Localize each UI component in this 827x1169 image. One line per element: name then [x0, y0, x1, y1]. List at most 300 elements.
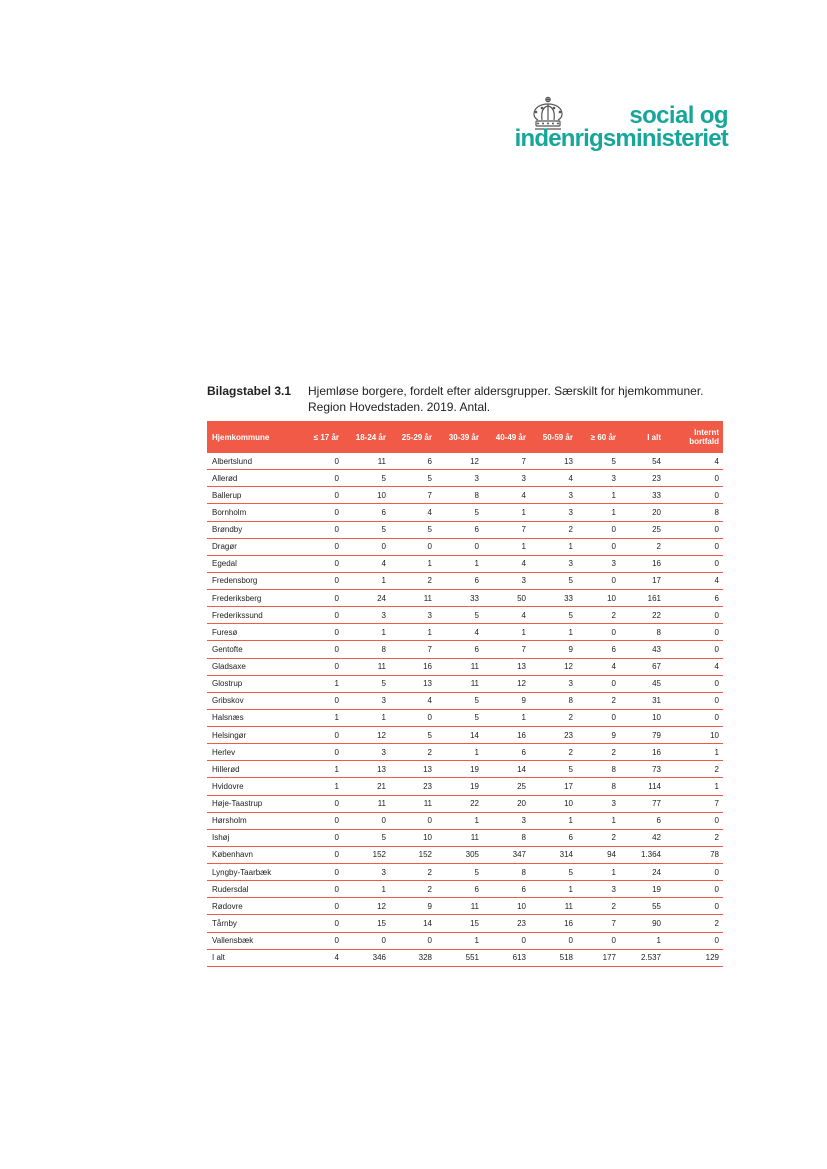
value-cell: 10: [390, 829, 436, 846]
value-cell: 5: [390, 521, 436, 538]
value-cell: 7: [483, 453, 530, 470]
table-row: [207, 864, 723, 881]
value-cell: 19: [436, 761, 483, 778]
municipality-cell: København: [207, 846, 300, 863]
value-cell: 0: [300, 607, 343, 624]
value-cell: 0: [577, 538, 620, 555]
value-cell: 11: [436, 658, 483, 675]
value-cell: 5: [343, 470, 390, 487]
value-cell: 8: [665, 504, 723, 521]
table-row: [207, 521, 723, 538]
value-cell: 25: [483, 778, 530, 795]
value-cell: 10: [343, 487, 390, 504]
value-cell: 23: [390, 778, 436, 795]
municipality-cell: Hørsholm: [207, 812, 300, 829]
value-cell: 17: [530, 778, 577, 795]
value-cell: 1: [343, 572, 390, 589]
table-row: [207, 761, 723, 778]
value-cell: 6: [620, 812, 665, 829]
value-cell: 1: [436, 744, 483, 761]
value-cell: 6: [436, 641, 483, 658]
value-cell: 4: [390, 504, 436, 521]
value-cell: 3: [483, 470, 530, 487]
value-cell: 5: [436, 709, 483, 726]
value-cell: 1: [436, 555, 483, 572]
value-cell: 0: [665, 932, 723, 949]
value-cell: 1: [300, 709, 343, 726]
value-cell: 4: [483, 487, 530, 504]
value-cell: 0: [300, 504, 343, 521]
municipality-cell: Halsnæs: [207, 709, 300, 726]
value-cell: 7: [390, 641, 436, 658]
ministry-logo: [514, 96, 733, 156]
value-cell: 3: [577, 470, 620, 487]
value-cell: 5: [530, 864, 577, 881]
header-over-60: ≥ 60 år: [577, 421, 620, 453]
value-cell: 2: [390, 881, 436, 898]
value-cell: 12: [343, 727, 390, 744]
value-cell: 16: [620, 555, 665, 572]
value-cell: 0: [300, 538, 343, 555]
value-cell: 6: [436, 521, 483, 538]
value-cell: 161: [620, 590, 665, 607]
table-row: [207, 709, 723, 726]
value-cell: 1: [300, 778, 343, 795]
value-cell: 4: [390, 692, 436, 709]
value-cell: 347: [483, 846, 530, 863]
municipality-cell: Glostrup: [207, 675, 300, 692]
value-cell: 12: [343, 898, 390, 915]
value-cell: 3: [530, 675, 577, 692]
value-cell: 0: [300, 487, 343, 504]
table-row: [207, 572, 723, 589]
value-cell: 8: [577, 778, 620, 795]
header-50-59: 50-59 år: [530, 421, 577, 453]
value-cell: 4: [577, 658, 620, 675]
value-cell: 8: [343, 641, 390, 658]
municipality-cell: Ishøj: [207, 829, 300, 846]
table-row: [207, 487, 723, 504]
table-row: [207, 555, 723, 572]
value-cell: 7: [390, 487, 436, 504]
value-cell: 20: [483, 795, 530, 812]
value-cell: 0: [343, 932, 390, 949]
value-cell: 129: [665, 949, 723, 966]
value-cell: 0: [577, 572, 620, 589]
value-cell: 11: [530, 898, 577, 915]
value-cell: 10: [620, 709, 665, 726]
value-cell: 0: [577, 624, 620, 641]
value-cell: 6: [436, 572, 483, 589]
municipality-cell: I alt: [207, 949, 300, 966]
value-cell: 54: [620, 453, 665, 470]
table-row: [207, 881, 723, 898]
value-cell: 11: [390, 795, 436, 812]
value-cell: 0: [300, 898, 343, 915]
value-cell: 0: [665, 864, 723, 881]
value-cell: 5: [436, 607, 483, 624]
value-cell: 7: [577, 915, 620, 932]
value-cell: 2: [390, 572, 436, 589]
value-cell: 2: [577, 829, 620, 846]
value-cell: 10: [530, 795, 577, 812]
value-cell: 0: [300, 744, 343, 761]
value-cell: 15: [436, 915, 483, 932]
value-cell: 24: [620, 864, 665, 881]
municipality-cell: Hvidovre: [207, 778, 300, 795]
value-cell: 1: [577, 504, 620, 521]
value-cell: 12: [436, 453, 483, 470]
value-cell: 2: [665, 761, 723, 778]
table-row: [207, 829, 723, 846]
value-cell: 2: [530, 709, 577, 726]
value-cell: 4: [530, 470, 577, 487]
value-cell: 19: [436, 778, 483, 795]
value-cell: 16: [483, 727, 530, 744]
value-cell: 4: [665, 572, 723, 589]
value-cell: 8: [483, 864, 530, 881]
value-cell: 1: [390, 555, 436, 572]
value-cell: 0: [390, 812, 436, 829]
header-i-alt: I alt: [620, 421, 665, 453]
value-cell: 0: [300, 915, 343, 932]
value-cell: 4: [483, 555, 530, 572]
value-cell: 3: [577, 795, 620, 812]
value-cell: 0: [343, 538, 390, 555]
value-cell: 7: [483, 641, 530, 658]
table-row: [207, 949, 723, 966]
table-row: [207, 453, 723, 470]
value-cell: 5: [436, 864, 483, 881]
value-cell: 0: [300, 829, 343, 846]
value-cell: 25: [620, 521, 665, 538]
value-cell: 2: [390, 864, 436, 881]
municipality-cell: Hillerød: [207, 761, 300, 778]
value-cell: 8: [483, 829, 530, 846]
table-header-row: [207, 421, 723, 453]
table-row: [207, 675, 723, 692]
table-row: [207, 538, 723, 555]
value-cell: 45: [620, 675, 665, 692]
value-cell: 6: [343, 504, 390, 521]
value-cell: 50: [483, 590, 530, 607]
value-cell: 0: [300, 555, 343, 572]
value-cell: 1: [530, 812, 577, 829]
value-cell: 16: [530, 915, 577, 932]
value-cell: 0: [300, 624, 343, 641]
value-cell: 11: [390, 590, 436, 607]
value-cell: 23: [483, 915, 530, 932]
value-cell: 13: [530, 453, 577, 470]
value-cell: 11: [436, 829, 483, 846]
value-cell: 2: [577, 898, 620, 915]
value-cell: 1: [530, 881, 577, 898]
value-cell: 1: [577, 487, 620, 504]
value-cell: 0: [300, 795, 343, 812]
table-row: [207, 812, 723, 829]
table-row: [207, 641, 723, 658]
table-row: [207, 692, 723, 709]
value-cell: 94: [577, 846, 620, 863]
value-cell: 2: [665, 829, 723, 846]
header-under-17: ≤ 17 år: [300, 421, 343, 453]
table-row: [207, 795, 723, 812]
value-cell: 3: [436, 470, 483, 487]
table-row: [207, 658, 723, 675]
value-cell: 1: [390, 624, 436, 641]
value-cell: 33: [620, 487, 665, 504]
table-row: [207, 624, 723, 641]
value-cell: 0: [390, 538, 436, 555]
value-cell: 0: [665, 641, 723, 658]
value-cell: 77: [620, 795, 665, 812]
municipality-cell: Gladsaxe: [207, 658, 300, 675]
value-cell: 23: [620, 470, 665, 487]
value-cell: 3: [577, 555, 620, 572]
value-cell: 0: [343, 812, 390, 829]
value-cell: 4: [665, 453, 723, 470]
value-cell: 0: [300, 812, 343, 829]
municipality-cell: Vallensbæk: [207, 932, 300, 949]
value-cell: 1: [665, 744, 723, 761]
value-cell: 0: [300, 658, 343, 675]
value-cell: 4: [300, 949, 343, 966]
value-cell: 31: [620, 692, 665, 709]
value-cell: 6: [577, 641, 620, 658]
value-cell: 67: [620, 658, 665, 675]
municipality-cell: Frederikssund: [207, 607, 300, 624]
municipality-cell: Tårnby: [207, 915, 300, 932]
value-cell: 9: [390, 898, 436, 915]
value-cell: 0: [300, 572, 343, 589]
value-cell: 5: [530, 761, 577, 778]
value-cell: 1: [665, 778, 723, 795]
header-25-29: 25-29 år: [390, 421, 436, 453]
table-row: [207, 607, 723, 624]
value-cell: 11: [343, 795, 390, 812]
value-cell: 20: [620, 504, 665, 521]
value-cell: 177: [577, 949, 620, 966]
value-cell: 114: [620, 778, 665, 795]
value-cell: 3: [530, 555, 577, 572]
table-row: [207, 744, 723, 761]
value-cell: 0: [390, 932, 436, 949]
value-cell: 5: [436, 504, 483, 521]
table-row: [207, 932, 723, 949]
value-cell: 0: [665, 881, 723, 898]
value-cell: 2: [390, 744, 436, 761]
value-cell: 1: [483, 504, 530, 521]
value-cell: 8: [436, 487, 483, 504]
value-cell: 3: [577, 881, 620, 898]
value-cell: 8: [620, 624, 665, 641]
municipality-cell: Egedal: [207, 555, 300, 572]
value-cell: 13: [483, 658, 530, 675]
value-cell: 16: [620, 744, 665, 761]
value-cell: 42: [620, 829, 665, 846]
value-cell: 1: [343, 881, 390, 898]
table-row: [207, 846, 723, 863]
value-cell: 43: [620, 641, 665, 658]
municipality-cell: Furesø: [207, 624, 300, 641]
value-cell: 1.364: [620, 846, 665, 863]
value-cell: 22: [436, 795, 483, 812]
municipality-cell: Frederiksberg: [207, 590, 300, 607]
header-internt-bortfald: Internt bortfald: [665, 421, 723, 453]
value-cell: 1: [577, 864, 620, 881]
value-cell: 90: [620, 915, 665, 932]
value-cell: 73: [620, 761, 665, 778]
municipality-cell: Gentofte: [207, 641, 300, 658]
value-cell: 3: [390, 607, 436, 624]
municipality-cell: Herlev: [207, 744, 300, 761]
table-row: [207, 590, 723, 607]
municipality-cell: Ballerup: [207, 487, 300, 504]
value-cell: 5: [390, 470, 436, 487]
value-cell: 0: [300, 641, 343, 658]
value-cell: 5: [343, 675, 390, 692]
value-cell: 33: [436, 590, 483, 607]
municipality-cell: Rudersdal: [207, 881, 300, 898]
value-cell: 0: [665, 624, 723, 641]
value-cell: 2: [577, 692, 620, 709]
value-cell: 7: [665, 795, 723, 812]
value-cell: 0: [577, 709, 620, 726]
value-cell: 4: [343, 555, 390, 572]
municipality-cell: Lyngby-Taarbæk: [207, 864, 300, 881]
value-cell: 0: [300, 470, 343, 487]
value-cell: 0: [300, 864, 343, 881]
value-cell: 6: [483, 881, 530, 898]
value-cell: 13: [390, 675, 436, 692]
value-cell: 14: [390, 915, 436, 932]
value-cell: 11: [343, 658, 390, 675]
value-cell: 8: [530, 692, 577, 709]
value-cell: 12: [483, 675, 530, 692]
value-cell: 9: [530, 641, 577, 658]
value-cell: 5: [343, 829, 390, 846]
municipality-cell: Gribskov: [207, 692, 300, 709]
value-cell: 10: [577, 590, 620, 607]
value-cell: 19: [620, 881, 665, 898]
municipality-cell: Brøndby: [207, 521, 300, 538]
value-cell: 314: [530, 846, 577, 863]
value-cell: 1: [530, 624, 577, 641]
value-cell: 0: [665, 692, 723, 709]
value-cell: 0: [300, 692, 343, 709]
value-cell: 0: [665, 470, 723, 487]
table-row: [207, 898, 723, 915]
value-cell: 5: [530, 607, 577, 624]
value-cell: 2.537: [620, 949, 665, 966]
municipality-cell: Høje-Taastrup: [207, 795, 300, 812]
value-cell: 11: [436, 898, 483, 915]
value-cell: 16: [390, 658, 436, 675]
value-cell: 152: [343, 846, 390, 863]
value-cell: 1: [483, 624, 530, 641]
value-cell: 3: [483, 572, 530, 589]
value-cell: 0: [665, 521, 723, 538]
value-cell: 2: [665, 915, 723, 932]
value-cell: 8: [577, 761, 620, 778]
homeless-table: [207, 421, 723, 967]
table-row: [207, 727, 723, 744]
logo-text-line1: social og: [629, 102, 728, 129]
value-cell: 0: [665, 538, 723, 555]
value-cell: 3: [343, 864, 390, 881]
value-cell: 0: [300, 932, 343, 949]
value-cell: 0: [530, 932, 577, 949]
value-cell: 0: [577, 675, 620, 692]
value-cell: 33: [530, 590, 577, 607]
value-cell: 4: [483, 607, 530, 624]
value-cell: 0: [665, 607, 723, 624]
value-cell: 0: [665, 555, 723, 572]
value-cell: 2: [577, 744, 620, 761]
value-cell: 551: [436, 949, 483, 966]
value-cell: 3: [343, 607, 390, 624]
value-cell: 613: [483, 949, 530, 966]
value-cell: 0: [577, 932, 620, 949]
value-cell: 0: [436, 538, 483, 555]
value-cell: 2: [530, 744, 577, 761]
value-cell: 3: [530, 487, 577, 504]
value-cell: 2: [577, 607, 620, 624]
value-cell: 3: [343, 744, 390, 761]
value-cell: 21: [343, 778, 390, 795]
value-cell: 0: [390, 709, 436, 726]
value-cell: 1: [343, 709, 390, 726]
value-cell: 305: [436, 846, 483, 863]
value-cell: 0: [300, 521, 343, 538]
value-cell: 0: [300, 846, 343, 863]
municipality-cell: Allerød: [207, 470, 300, 487]
value-cell: 4: [436, 624, 483, 641]
value-cell: 13: [343, 761, 390, 778]
value-cell: 10: [665, 727, 723, 744]
municipality-cell: Bornholm: [207, 504, 300, 521]
table-row: [207, 778, 723, 795]
value-cell: 2: [530, 521, 577, 538]
value-cell: 5: [530, 572, 577, 589]
municipality-cell: Helsingør: [207, 727, 300, 744]
header-18-24: 18-24 år: [343, 421, 390, 453]
value-cell: 0: [665, 675, 723, 692]
value-cell: 78: [665, 846, 723, 863]
value-cell: 0: [483, 932, 530, 949]
value-cell: 3: [343, 692, 390, 709]
caption-label: Bilagstabel 3.1: [207, 384, 292, 398]
value-cell: 17: [620, 572, 665, 589]
value-cell: 5: [436, 692, 483, 709]
table-row: [207, 915, 723, 932]
value-cell: 79: [620, 727, 665, 744]
value-cell: 0: [300, 453, 343, 470]
value-cell: 23: [530, 727, 577, 744]
caption-text: Hjemløse borgere, fordelt efter aldersgrupper. Særskilt for hjemkommuner. Region Hovedstaden. 2019. Antal.: [308, 384, 704, 414]
value-cell: 1: [620, 932, 665, 949]
value-cell: 5: [390, 727, 436, 744]
value-cell: 0: [300, 590, 343, 607]
value-cell: 346: [343, 949, 390, 966]
value-cell: 14: [483, 761, 530, 778]
value-cell: 1: [436, 812, 483, 829]
value-cell: 11: [436, 675, 483, 692]
value-cell: 24: [343, 590, 390, 607]
value-cell: 1: [483, 709, 530, 726]
value-cell: 4: [665, 658, 723, 675]
value-cell: 6: [483, 744, 530, 761]
